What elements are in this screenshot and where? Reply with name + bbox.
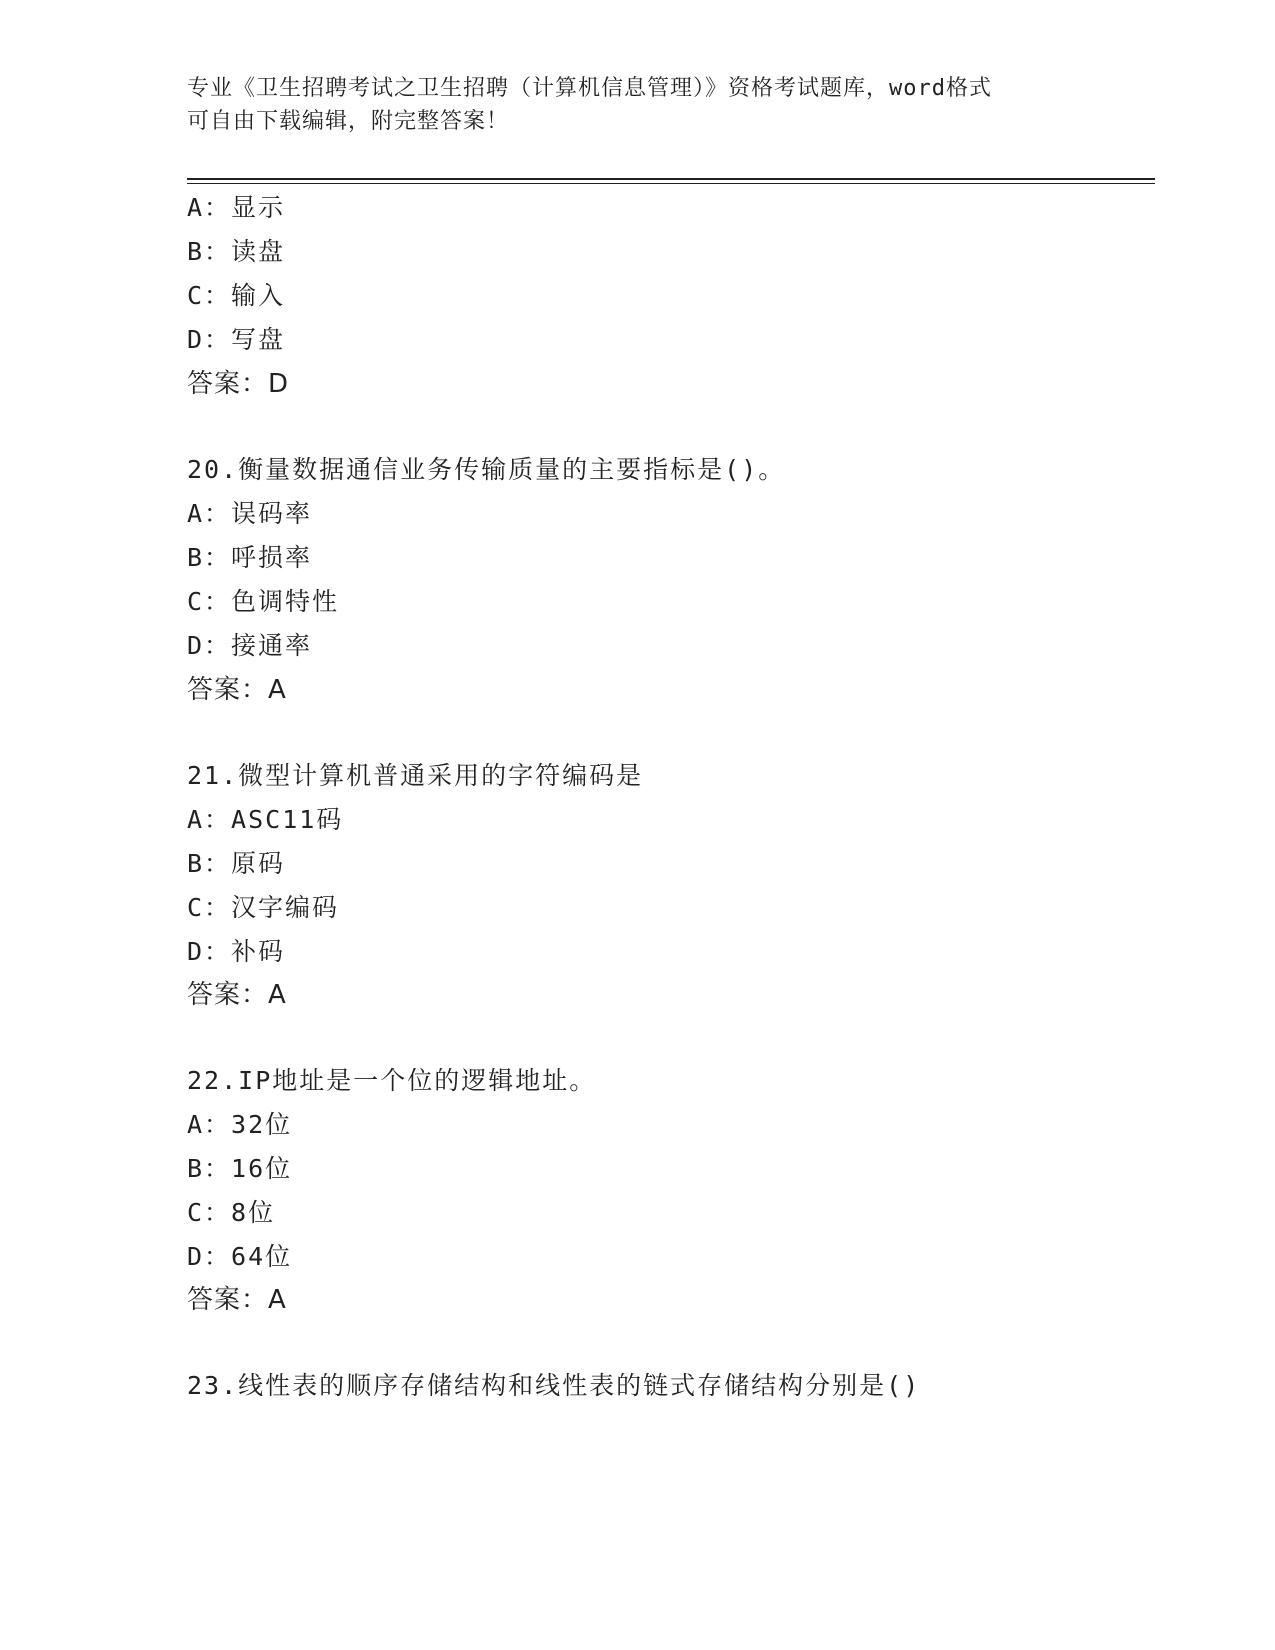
- q22-question: 22.IP地址是一个位的逻辑地址。: [187, 1066, 597, 1095]
- header-divider: [187, 178, 1155, 180]
- q19-option-a: A：显示: [187, 193, 286, 222]
- document-header: [187, 72, 1077, 138]
- q19-option-c: C：输入: [187, 281, 286, 310]
- q21-option-c: C：汉字编码: [187, 893, 340, 922]
- q21-answer: 答案：A: [187, 980, 287, 1010]
- header-divider-thin: [187, 183, 1155, 184]
- q20-option-a: A：误码率: [187, 499, 313, 528]
- q19-option-d: D：写盘: [187, 325, 286, 354]
- q21-option-d: D：补码: [187, 937, 286, 966]
- q22-option-c: C：8位: [187, 1198, 276, 1227]
- q21-option-a: A：ASC11码: [187, 805, 344, 834]
- q22-option-d: D：64位: [187, 1242, 293, 1271]
- q20-option-c: C：色调特性: [187, 587, 340, 616]
- q21-question: 21.微型计算机普通采用的字符编码是: [187, 761, 644, 790]
- q22-option-b: B：16位: [187, 1154, 293, 1183]
- header-line-2: 可自由下载编辑，附完整答案！: [187, 109, 510, 134]
- q21-option-b: B：原码: [187, 849, 286, 878]
- q20-answer: 答案：A: [187, 675, 287, 705]
- q19-option-b: B：读盘: [187, 237, 286, 266]
- q20-option-d: D：接通率: [187, 631, 313, 660]
- header-line-1: 专业《卫生招聘考试之卫生招聘（计算机信息管理）》资格考试题库，word格式: [187, 76, 992, 101]
- q20-question: 20.衡量数据通信业务传输质量的主要指标是()。: [187, 455, 786, 484]
- q23-question: 23.线性表的顺序存储结构和线性表的链式存储结构分别是(): [187, 1371, 921, 1400]
- q22-option-a: A：32位: [187, 1110, 293, 1139]
- q19-answer: 答案：D: [187, 369, 290, 399]
- q22-answer: 答案：A: [187, 1285, 287, 1315]
- q20-option-b: B：呼损率: [187, 543, 313, 572]
